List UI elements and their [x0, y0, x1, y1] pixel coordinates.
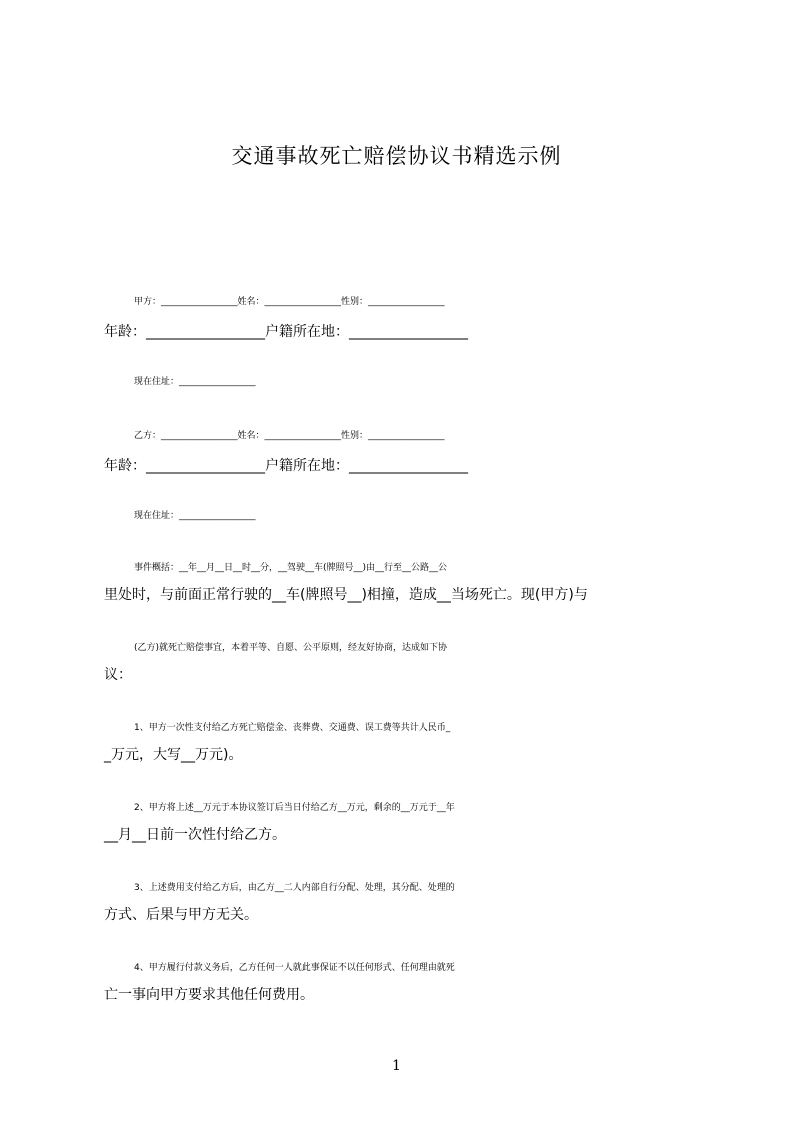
summary-line-2: 里处时，与前面正常行驶的__车(牌照号__)相撞，造成__当场死亡。现(甲方)与	[104, 587, 588, 603]
clause-4-line-2: 亡一事向甲方要求其他任何费用。	[104, 987, 314, 1003]
party-a-address: 现在住址：_________________	[134, 377, 256, 387]
agreement-intro-line-2: 议：	[104, 667, 132, 683]
agreement-intro-line-1: (乙方)就死亡赔偿事宜，本着平等、自愿、公平原则，经友好协商，达成如下协	[134, 643, 448, 653]
clause-3-line-1: 3、上述费用支付给乙方后，由乙方__二人内部自行分配、处理，其分配、处理的	[134, 883, 455, 893]
party-a-line-1: 甲方：_________________姓名：_________________性别：_________________	[134, 297, 445, 307]
party-b-line-1: 乙方：_________________姓名：_________________性别：_________________	[134, 431, 445, 441]
clause-2-line-2: __月__日前一次性付给乙方。	[104, 827, 286, 843]
page-title: 交通事故死亡赔偿协议书精选示例	[231, 144, 562, 168]
clause-3-line-2: 方式、后果与甲方无关。	[104, 907, 258, 923]
summary-line-1: 事件概括：__年__月__日__时__分，__驾驶__车(牌照号__)由__行至__公路__公	[134, 563, 448, 573]
party-b-line-2: 年龄：_________________户籍所在地：_________________	[104, 458, 468, 474]
page-number: 1	[392, 1058, 401, 1074]
clause-1-line-1: 1、甲方一次性支付给乙方死亡赔偿金、丧葬费、交通费、误工费等共计人民币_	[134, 723, 451, 733]
clause-2-line-1: 2、甲方将上述__万元于本协议签订后当日付给乙方__万元，剩余的__万元于__年	[134, 803, 455, 813]
clause-1-line-2: _万元，大写__万元)。	[104, 747, 243, 763]
clause-4-line-1: 4、甲方履行付款义务后，乙方任何一人就此事保证不以任何形式、任何理由就死	[134, 963, 455, 973]
party-b-address: 现在住址：_________________	[134, 511, 256, 521]
party-a-line-2: 年龄：_________________户籍所在地：_________________	[104, 324, 468, 340]
